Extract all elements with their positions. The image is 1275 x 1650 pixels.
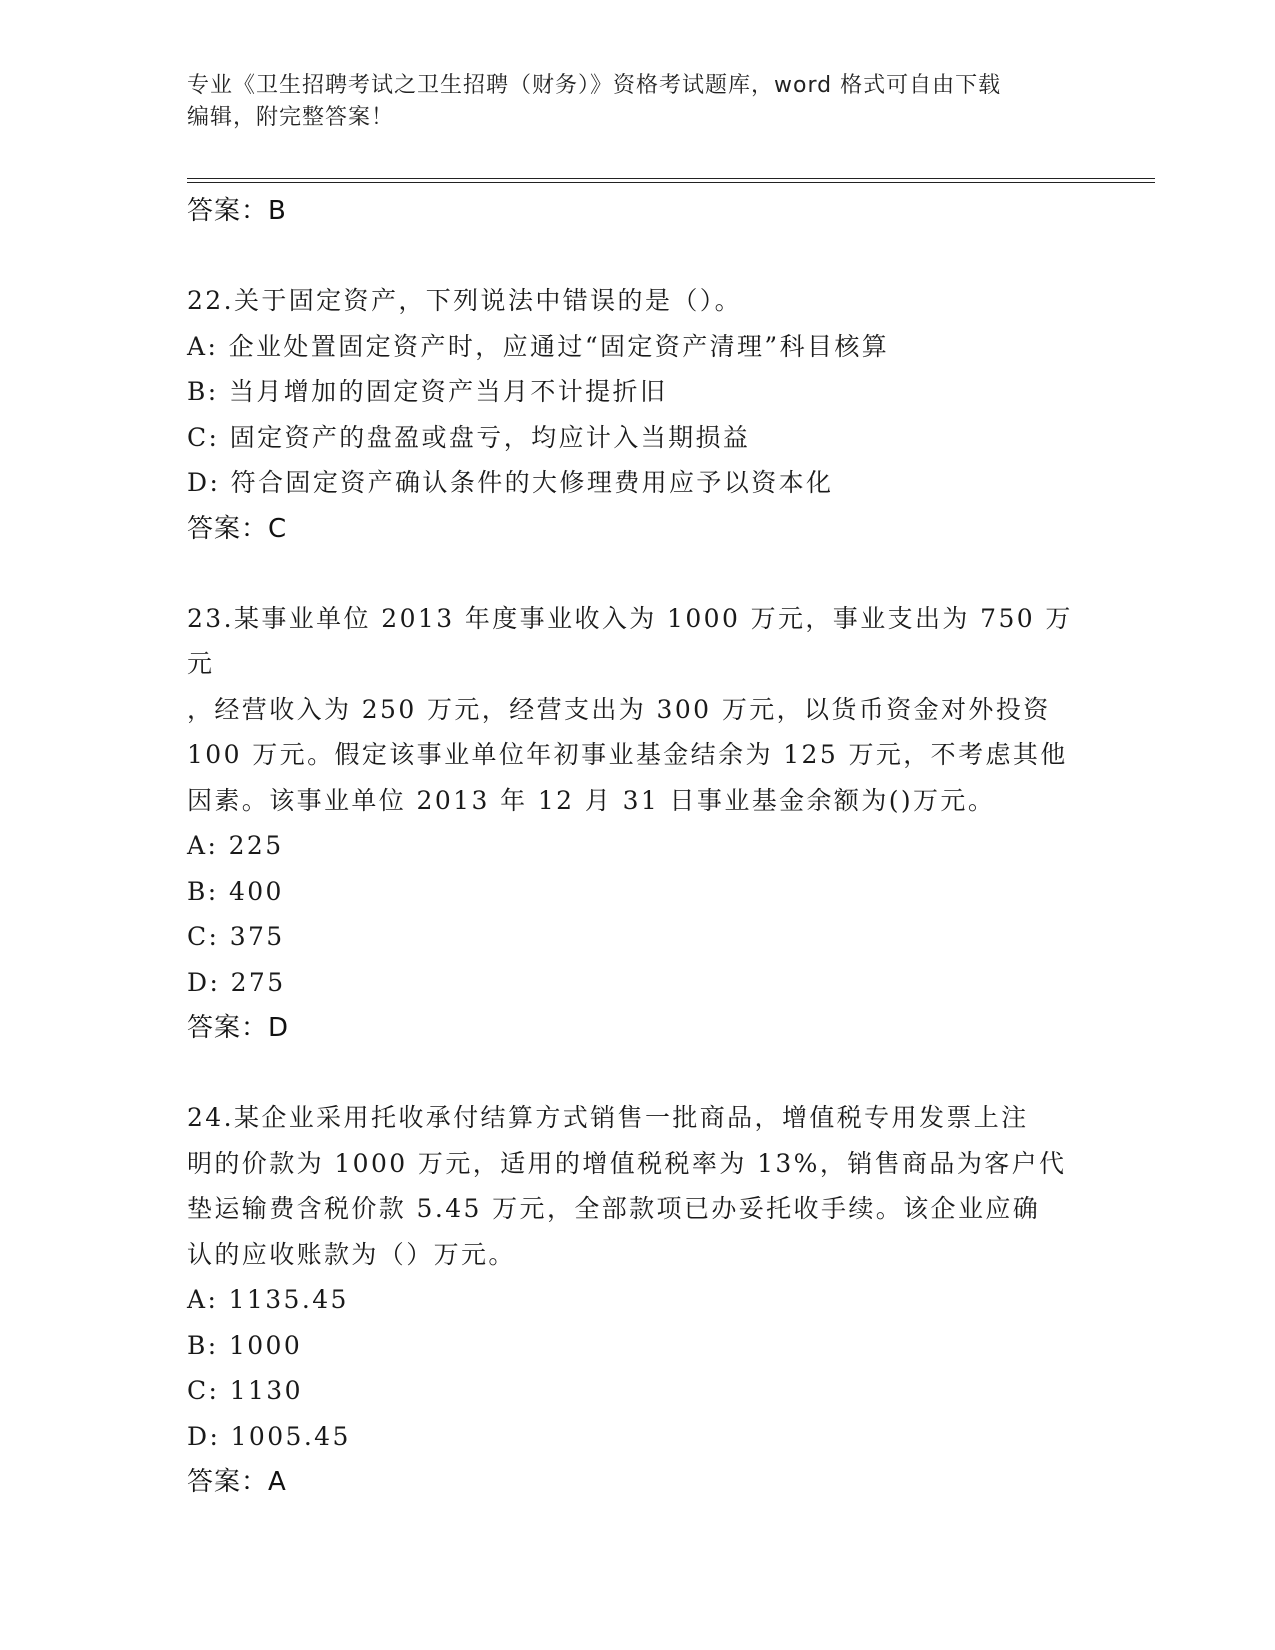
option-a: A: 1135.45 <box>187 1285 349 1314</box>
option-c: C: 375 <box>187 922 285 951</box>
spacer <box>187 1051 1087 1095</box>
question-text-line: 明的价款为 1000 万元，适用的增值税税率为 13%，销售商品为客户代 <box>187 1148 1067 1178</box>
question-text-line: 23.某事业单位 2013 年度事业收入为 1000 万元，事业支出为 750 万元 <box>187 603 1073 678</box>
header-line-1: 专业《卫生招聘考试之卫生招聘（财务）》资格考试题库，word 格式可自由下载 <box>187 73 1002 98</box>
answer-line: 答案：B <box>187 196 287 226</box>
option-d: D: 275 <box>187 967 286 997</box>
option-b: B: 当月增加的固定资产当月不计提折旧 <box>187 377 668 406</box>
spacer <box>187 234 1087 278</box>
header-divider-top <box>187 178 1155 179</box>
answer-line: 答案：A <box>187 1467 287 1497</box>
option-c: C: 固定资产的盘盈或盘亏，均应计入当期损益 <box>187 422 751 452</box>
answer-line: 答案：C <box>187 513 288 544</box>
question-text: 22.关于固定资产，下列说法中错误的是（）。 <box>187 286 743 315</box>
question-24 <box>187 1095 1087 1505</box>
option-a: A: 225 <box>187 831 284 860</box>
option-b: B: 400 <box>187 876 284 906</box>
answer-line: 答案：D <box>187 1013 290 1043</box>
question-23 <box>187 596 1087 1052</box>
question-text-line: 垫运输费含税价款 5.45 万元，全部款项已办妥托收手续。该企业应确 <box>187 1194 1041 1223</box>
header-divider-bottom <box>187 182 1155 183</box>
option-c: C: 1130 <box>187 1376 303 1405</box>
option-d: D: 1005.45 <box>187 1421 351 1451</box>
question-text-line: 24.某企业采用托收承付结算方式销售一批商品，增值税专用发票上注 <box>187 1103 1029 1132</box>
option-b: B: 1000 <box>187 1330 303 1360</box>
option-d: D: 符合固定资产确认条件的大修理费用应予以资本化 <box>187 468 834 497</box>
document-body <box>187 188 1087 1505</box>
question-text-line: 因素。该事业单位 2013 年 12 月 31 日事业基金余额为()万元。 <box>187 785 996 815</box>
spacer <box>187 552 1087 596</box>
option-a: A: 企业处置固定资产时，应通过“固定资产清理”科目核算 <box>187 331 890 361</box>
question-text-line: 100 万元。假定该事业单位年初事业基金结余为 125 万元，不考虑其他 <box>187 740 1068 769</box>
question-text-line: 认的应收账款为（）万元。 <box>187 1239 516 1269</box>
question-text-line: ，经营收入为 250 万元，经营支出为 300 万元，以货币资金对外投资 <box>187 694 1051 724</box>
header-line-2: 编辑，附完整答案！ <box>187 105 395 130</box>
question-22 <box>187 278 1087 552</box>
page-header <box>187 70 1087 134</box>
